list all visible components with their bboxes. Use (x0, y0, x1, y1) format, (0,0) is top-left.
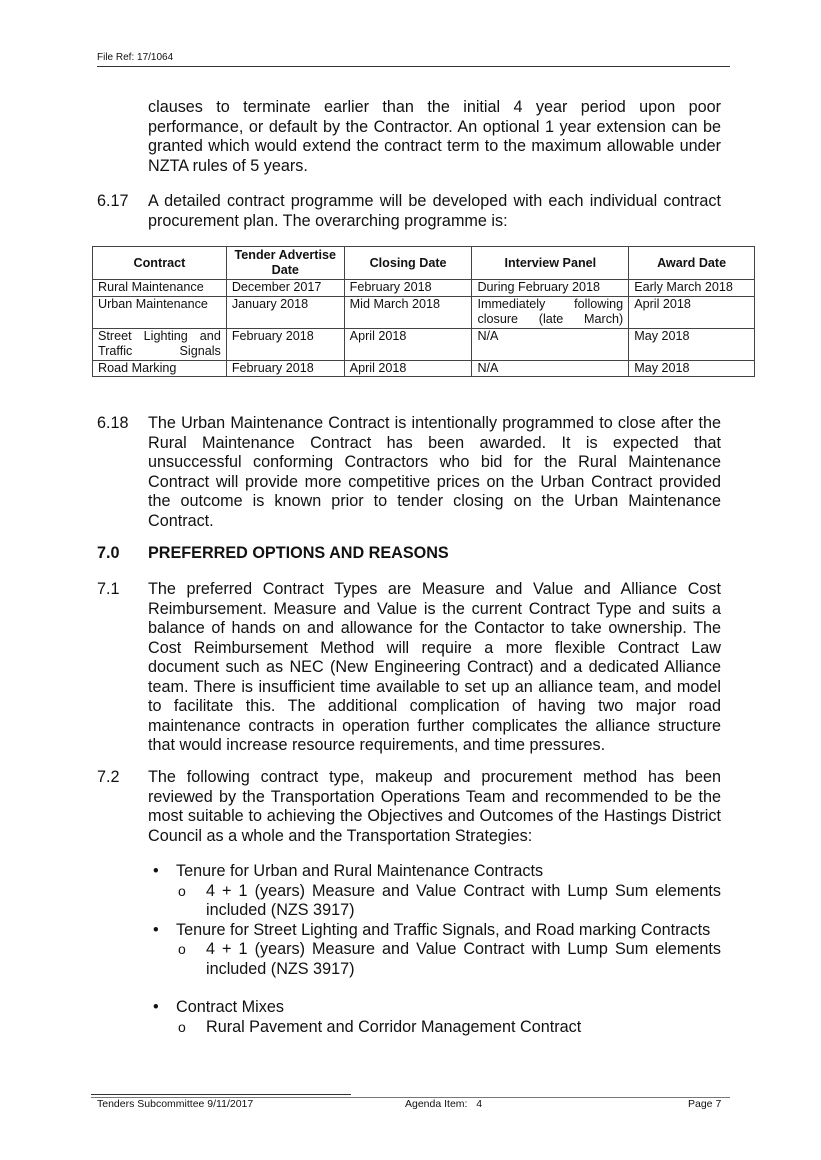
table-header-cell: Interview Panel (472, 247, 629, 280)
footer-agenda-item: Agenda Item: 4 (405, 1098, 483, 1110)
table-header-cell: Contract (93, 247, 227, 280)
footer-divider-accent (91, 1094, 351, 1095)
table-cell: Immediately following closure (late March) (472, 296, 629, 328)
table-cell: N/A (472, 328, 629, 360)
section-6-18-text: The Urban Maintenance Contract is intentionally programmed to close after the Rural Maintenance Contract has been awarded. It is expected that unsuccessful conforming Contractors who bid for the Rural Maintenance Contract will provide more competitive prices on the Urban Contract provided the outcome is known prior to tender closing on the Urban Maintenance Contract. (148, 414, 721, 530)
contract-programme-table (92, 246, 755, 377)
section-6-17-number: 6.17 (97, 192, 129, 210)
section-6-17-text: A detailed contract programme will be developed with each individual contract procurement plan. The overarching programme is: (148, 192, 721, 230)
table-cell: January 2018 (226, 296, 344, 328)
list-item: o 4 + 1 (years) Measure and Value Contract with Lump Sum elements included (NZS 3917) (148, 940, 721, 979)
table-cell: Street Lighting and Traffic Signals (93, 328, 227, 360)
table-header-cell: Award Date (629, 247, 755, 280)
table-cell: April 2018 (344, 360, 472, 377)
table-cell: April 2018 (629, 296, 755, 328)
table-header-cell: Tender Advertise Date (226, 247, 344, 280)
section-7-0-title: PREFERRED OPTIONS AND REASONS (148, 544, 449, 562)
section-7-2-number: 7.2 (97, 768, 120, 786)
footer-committee: Tenders Subcommittee 9/11/2017 (97, 1098, 254, 1110)
table-cell: May 2018 (629, 360, 755, 377)
table-cell: Urban Maintenance (93, 296, 227, 328)
table-cell: Early March 2018 (629, 280, 755, 297)
table-cell: Mid March 2018 (344, 296, 472, 328)
table-row (93, 360, 755, 377)
header-divider (97, 66, 730, 67)
table-cell: May 2018 (629, 328, 755, 360)
section-7-0-number: 7.0 (97, 544, 120, 562)
table-cell: Rural Maintenance (93, 280, 227, 297)
table-header-row (93, 247, 755, 280)
list-item: o Rural Pavement and Corridor Management Contract (148, 1018, 721, 1038)
table-cell: N/A (472, 360, 629, 377)
table-row (93, 328, 755, 360)
table-cell: February 2018 (226, 328, 344, 360)
list-item: • Contract Mixes (148, 998, 721, 1018)
bullet-list (148, 862, 721, 1037)
footer-page-number: Page 7 (688, 1098, 722, 1110)
intro-paragraph: clauses to terminate earlier than the initial 4 year period upon poor performance, or default by the Contractor. An optional 1 year extension can be granted which would extend the contract term to the maximum allowable under NZTA rules of 5 years. (148, 98, 721, 175)
file-ref: File Ref: 17/1064 (97, 52, 174, 63)
section-7-2-text: The following contract type, makeup and procurement method has been reviewed by the Transportation Operations Team and recommended to be the most suitable to achieving the Objectives and Outcomes of the Hastings District Council as a whole and the Transportation Strategies: (148, 768, 721, 845)
table-header-cell: Closing Date (344, 247, 472, 280)
list-item: • Tenure for Urban and Rural Maintenance Contracts (148, 862, 721, 882)
table-cell: February 2018 (226, 360, 344, 377)
table-row (93, 280, 755, 297)
table-cell: Road Marking (93, 360, 227, 377)
section-7-1-number: 7.1 (97, 580, 120, 598)
list-item: • Tenure for Street Lighting and Traffic Signals, and Road marking Contracts (148, 921, 721, 941)
table-cell: April 2018 (344, 328, 472, 360)
list-item: o 4 + 1 (years) Measure and Value Contract with Lump Sum elements included (NZS 3917) (148, 882, 721, 921)
section-6-18-number: 6.18 (97, 414, 129, 432)
table-row (93, 296, 755, 328)
table-cell: December 2017 (226, 280, 344, 297)
section-7-1-text: The preferred Contract Types are Measure and Value and Alliance Cost Reimbursement. Measure and Value is the current Contract Type and suits a balance of hands on and allowance for the Contactor to take ownership. The Cost Reimbursement Method will require a more flexible Contract Law document such as NEC (New Engineering Contract) and a dedicated Alliance team. There is insufficient time available to set up an alliance team, and model to facilitate this. The additional complication of having two major road maintenance contracts in operation further complicates the alliance structure that would increase resource requirements, and time pressures. (148, 580, 721, 754)
table-cell: February 2018 (344, 280, 472, 297)
table-cell: During February 2018 (472, 280, 629, 297)
